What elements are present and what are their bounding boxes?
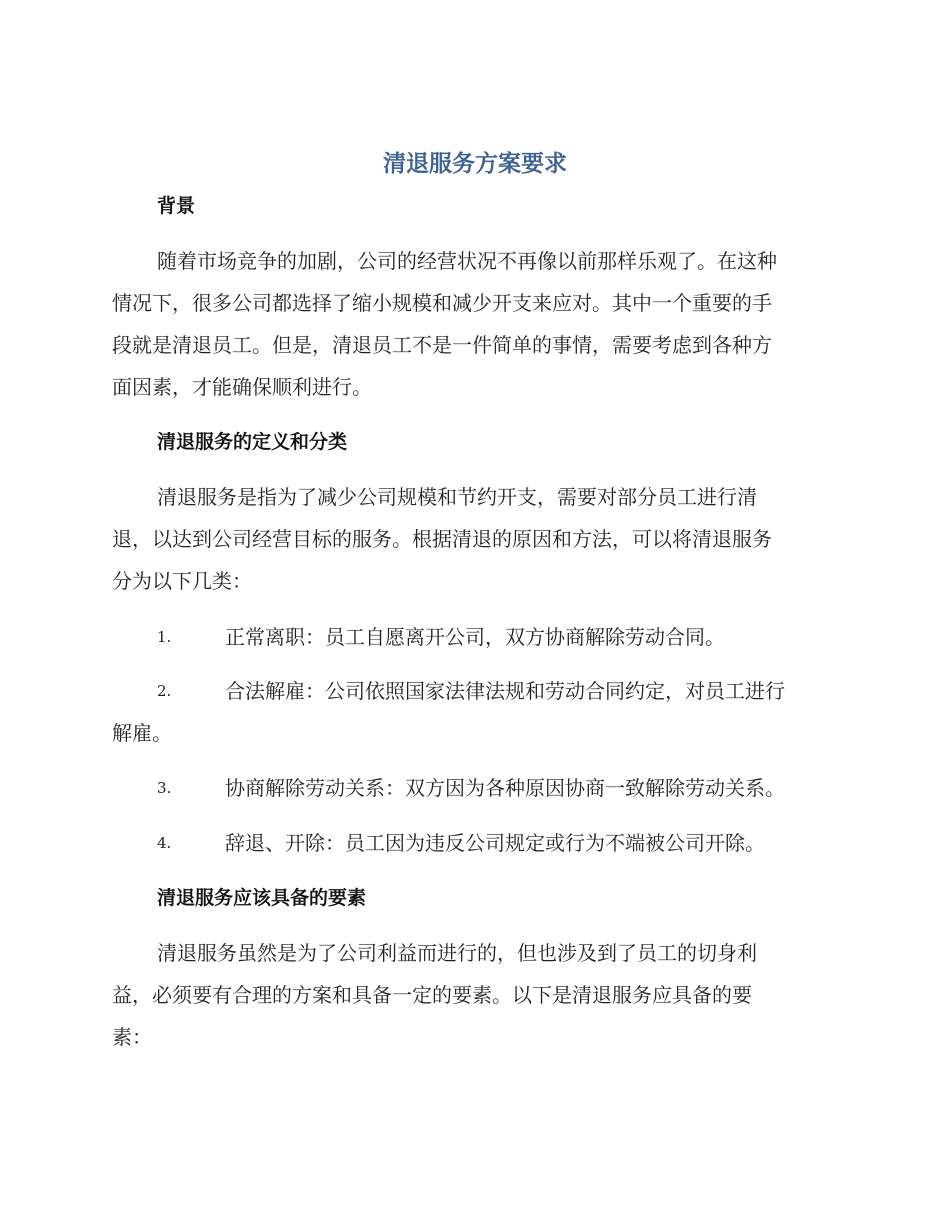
paragraph-line: 面因素，才能确保顺利进行。 xyxy=(112,375,372,399)
document-title: 清退服务方案要求 xyxy=(383,151,567,177)
list-item xyxy=(112,616,842,658)
list-item xyxy=(112,767,842,809)
list-item-text: 正常离职：员工自愿离开公司，双方协商解除劳动合同。 xyxy=(225,625,725,649)
elements-paragraph xyxy=(112,932,842,1058)
list-item-number: 4. xyxy=(157,834,172,852)
list-item-number: 3. xyxy=(157,779,172,797)
paragraph-line: 清退服务是指为了减少公司规模和节约开支，需要对部分员工进行清 xyxy=(157,485,757,509)
paragraph-line: 清退服务虽然是为了公司利益而进行的，但也涉及到了员工的切身利 xyxy=(157,941,757,965)
paragraph-line: 退，以达到公司经营目标的服务。根据清退的原因和方法，可以将清退服务 xyxy=(112,527,772,551)
list-item-text: 协商解除劳动关系：双方因为各种原因协商一致解除劳动关系。 xyxy=(225,776,785,800)
list-item xyxy=(112,822,842,864)
paragraph-line: 情况下，很多公司都选择了缩小规模和减少开支来应对。其中一个重要的手 xyxy=(112,291,772,315)
paragraph-line: 益，必须要有合理的方案和具备一定的要素。以下是清退服务应具备的要 xyxy=(112,983,752,1007)
list-item-text: 解雇。 xyxy=(112,721,172,745)
section-heading-elements: 清退服务应该具备的要素 xyxy=(157,887,367,909)
paragraph-line: 段就是清退员工。但是，清退员工不是一件简单的事情，需要考虑到各种方 xyxy=(112,333,772,357)
list-item-number: 2. xyxy=(157,682,172,700)
section-heading-background: 背景 xyxy=(157,195,196,217)
paragraph-line: 分为以下几类： xyxy=(112,569,252,593)
background-paragraph xyxy=(112,240,842,408)
list-item xyxy=(112,670,842,754)
section-heading-definition: 清退服务的定义和分类 xyxy=(157,431,348,453)
paragraph-line: 素： xyxy=(112,1025,152,1049)
paragraph-line: 随着市场竞争的加剧，公司的经营状况不再像以前那样乐观了。在这种 xyxy=(157,249,777,273)
list-item-text: 合法解雇：公司依照国家法律法规和劳动合同约定，对员工进行 xyxy=(225,679,785,703)
definition-paragraph xyxy=(112,476,842,602)
list-item-number: 1. xyxy=(157,628,172,646)
list-item-text: 辞退、开除：员工因为违反公司规定或行为不端被公司开除。 xyxy=(225,831,765,855)
